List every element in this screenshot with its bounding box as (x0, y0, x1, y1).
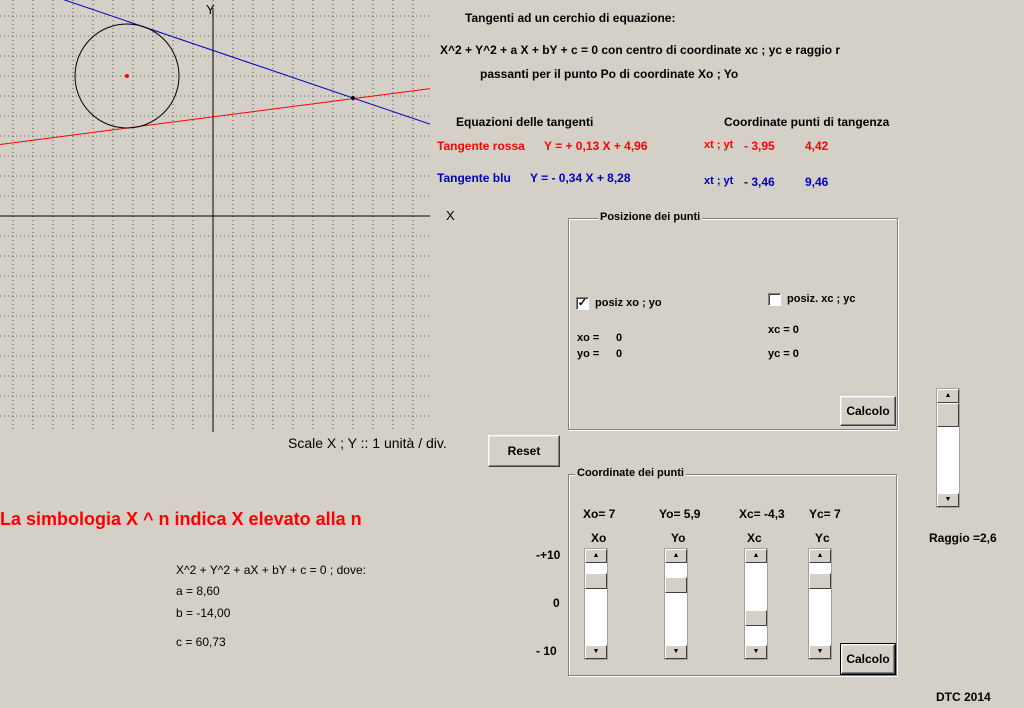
scroll-up-arrow-icon[interactable]: ▲ (937, 389, 959, 403)
yo-slider-label: Yo (671, 531, 686, 545)
posizione-legend: Posizione dei punti (600, 211, 701, 223)
red-yt-value: 4,42 (805, 139, 829, 153)
xo-label: xo = (577, 332, 600, 344)
tick-bot: - 10 (536, 644, 557, 658)
scroll-down-arrow-icon[interactable]: ▼ (585, 645, 607, 659)
xo-slider-label: Xo (591, 531, 607, 545)
x-axis-label: X (446, 208, 455, 223)
yo-scroll-thumb[interactable] (665, 577, 687, 593)
yc-slider-label: Yc (815, 531, 830, 545)
xc-scrollbar[interactable] (744, 548, 768, 660)
blue-xt-value: - 3,46 (744, 175, 775, 189)
simbologia-text: La simbologia X ^ n indica X elevato alla n (0, 509, 362, 529)
scroll-up-arrow-icon[interactable]: ▲ (585, 549, 607, 563)
yo-value: 0 (616, 348, 623, 360)
coeff-c: c = 60,73 (176, 635, 226, 649)
yc-scroll-thumb[interactable] (809, 573, 831, 589)
coeff-equation: X^2 + Y^2 + aX + bY + c = 0 ; dove: (176, 563, 366, 577)
scroll-up-arrow-icon[interactable]: ▲ (809, 549, 831, 563)
coords-header: Coordinate punti di tangenza (724, 115, 890, 129)
coeff-a: a = 8,60 (176, 584, 220, 598)
title: Tangenti ad un cerchio di equazione: (465, 11, 676, 25)
xc-value-text: xc = 0 (768, 324, 799, 336)
raggio-text: Raggio =2,6 (929, 531, 997, 545)
posiz-xc-checkbox[interactable] (768, 293, 781, 306)
yc-scrollbar[interactable] (808, 548, 832, 660)
calcolo-coordinate-button[interactable]: Calcolo (841, 644, 895, 674)
y-axis-label: Y (206, 2, 215, 17)
scroll-down-arrow-icon[interactable]: ▼ (809, 645, 831, 659)
coeff-b: b = -14,00 (176, 606, 231, 620)
yo-label: yo = (577, 348, 600, 360)
red-tangent-label: Tangente rossa (437, 139, 525, 153)
circle-center-point (125, 74, 129, 78)
red-xt-value: - 3,95 (744, 139, 775, 153)
tick-mid: 0 (553, 596, 560, 610)
xo-value: 0 (616, 332, 623, 344)
coordinate-legend: Coordinate dei punti (577, 467, 684, 479)
xo-slider-value: Xo= 7 (583, 507, 616, 521)
blue-tangent-line (0, 0, 430, 124)
calcolo-posizione-button[interactable]: Calcolo (840, 396, 896, 426)
reset-button[interactable]: Reset (488, 435, 560, 467)
xc-slider-value: Xc= -4,3 (739, 507, 785, 521)
equations-header: Equazioni delle tangenti (456, 115, 594, 129)
yc-slider-value: Yc= 7 (809, 507, 841, 521)
scroll-down-arrow-icon[interactable]: ▼ (665, 645, 687, 659)
scroll-up-arrow-icon[interactable]: ▲ (665, 549, 687, 563)
point-po (351, 96, 355, 100)
scroll-up-arrow-icon[interactable]: ▲ (745, 549, 767, 563)
red-tangent-line (0, 89, 430, 145)
yc-value-text: yc = 0 (768, 348, 799, 360)
tick-top: -+10 (536, 548, 561, 562)
cartesian-graph (0, 0, 430, 432)
red-xt-label: xt ; yt (704, 139, 734, 151)
xo-scroll-thumb[interactable] (585, 573, 607, 589)
blue-yt-value: 9,46 (805, 175, 829, 189)
xo-scrollbar[interactable] (584, 548, 608, 660)
xc-scroll-thumb[interactable] (745, 610, 767, 626)
raggio-scrollbar[interactable] (936, 388, 960, 508)
scroll-down-arrow-icon[interactable]: ▼ (937, 493, 959, 507)
posiz-xo-label: posiz xo ; yo (595, 297, 662, 309)
scroll-down-arrow-icon[interactable]: ▼ (745, 645, 767, 659)
subtitle: passanti per il punto Po di coordinate Xo ; Yo (480, 67, 739, 81)
yo-slider-value: Yo= 5,9 (659, 507, 701, 521)
scale-text: Scale X ; Y :: 1 unità / div. (288, 435, 447, 451)
red-tangent-equation: Y = + 0,13 X + 4,96 (544, 139, 648, 153)
posiz-xo-checkbox[interactable]: ✓ (577, 297, 588, 309)
blue-tangent-label: Tangente blu (437, 171, 511, 185)
footer-credit: DTC 2014 (936, 690, 991, 704)
blue-xt-label: xt ; yt (704, 175, 734, 187)
yo-scrollbar[interactable] (664, 548, 688, 660)
posiz-xc-label: posiz. xc ; yc (787, 293, 856, 305)
raggio-scroll-thumb[interactable] (937, 403, 959, 427)
xc-slider-label: Xc (747, 531, 762, 545)
circle-equation: X^2 + Y^2 + a X + bY + c = 0 con centro di coordinate xc ; yc e raggio r (440, 43, 841, 57)
blue-tangent-equation: Y = - 0,34 X + 8,28 (530, 171, 631, 185)
